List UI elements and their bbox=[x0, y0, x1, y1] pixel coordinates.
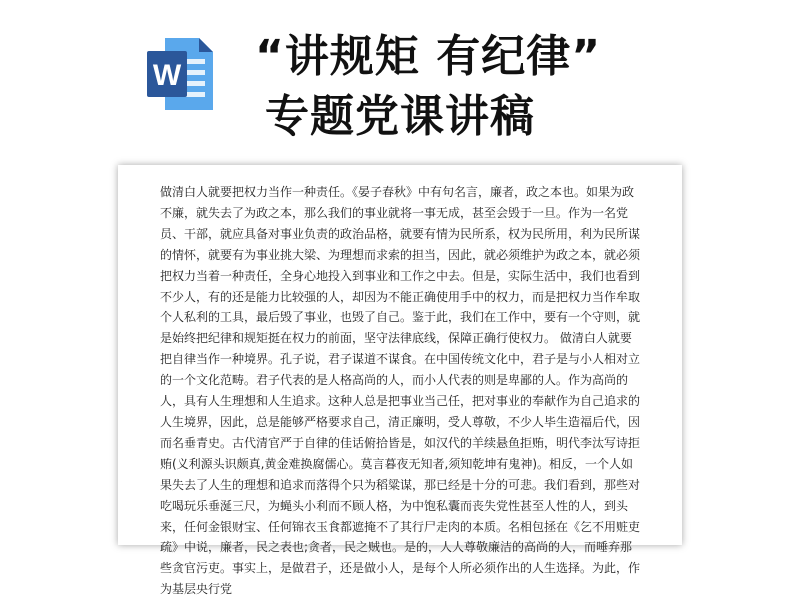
document-body-text: 做清白人就要把权力当作一种责任。《晏子春秋》中有句名言，廉者，政之本也。如果为政不廉，就失去了为政之本，那么我们的事业就将一事无成，甚至会毁于一旦。作为一名党员、干部，就应具备对事业负责的政治品格，就要有情为民所系，权为民所用，利为民所谋的情怀，就要有为事业挑大梁、为理想而求索的担当，因此，就必须维护为政之本，就必须把权力当着一种责任，全身心地投入到事业和工作之中去。但是，实际生活中，我们也看到不少人，有的还是能力比较强的人，却因为不能正确使用手中的权力，而是把权力当作牟取个人私利的工具，最后毁了事业，也毁了自己。鉴于此，我们在工作中，要有一个守则，就是始终把纪律和规矩挺在权力的前面，坚守法律底线，保障正确行使权力。 做清白人就要把自律当作一种境界。孔子说，君子谋道不谋食。在中国传统文化中，君子是与小人相对立的一个文化范畴。君子代表的是人格高尚的人，而小人代表的则是卑鄙的人。作为高尚的人，具有人生理想和人生追求。这种人总是把事业当己任，把对事业的奉献作为自己追求的人生境界，因此，总是能够严格要求自己，清正廉明，受人尊敬，不少人毕生造福后代，因而名垂青史。古代清官严于自律的佳话俯拾皆是，如汉代的羊续悬鱼拒贿，明代李汰写诗拒贿(义利源头识颇真,黄金难换腐儒心。莫言暮夜无知者,须知乾坤有鬼神)。相反，一个人如果失去了人生的理想和追求而落得个只为稻粱谋，那已经是十分的可悲。我们看到，那些对吃喝玩乐垂涎三尺，为蝇头小利而不顾人格，为中饱私囊而丧失党性甚至人性的人，到头来，任何金银财宝、任何锦衣玉食都遮掩不了其行尸走肉的本质。名相包拯在《乞不用赃吏疏》中说，廉者，民之表也;贪者，民之贼也。是的，人人尊敬廉洁的高尚的人，而唾弃那些贪官污吏。事实上，是做君子，还是做小人，是每个人所必须作出的人生选择。为此，作为基层央行党 bbox=[160, 185, 641, 597]
document-page bbox=[118, 165, 682, 597]
page-title-line-2: 专题党课讲稿 bbox=[265, 91, 535, 142]
word-document-icon bbox=[145, 35, 215, 113]
word-icon-letter: W bbox=[152, 59, 182, 92]
page-title-line-1: “讲规矩 有纪律” bbox=[255, 31, 602, 82]
